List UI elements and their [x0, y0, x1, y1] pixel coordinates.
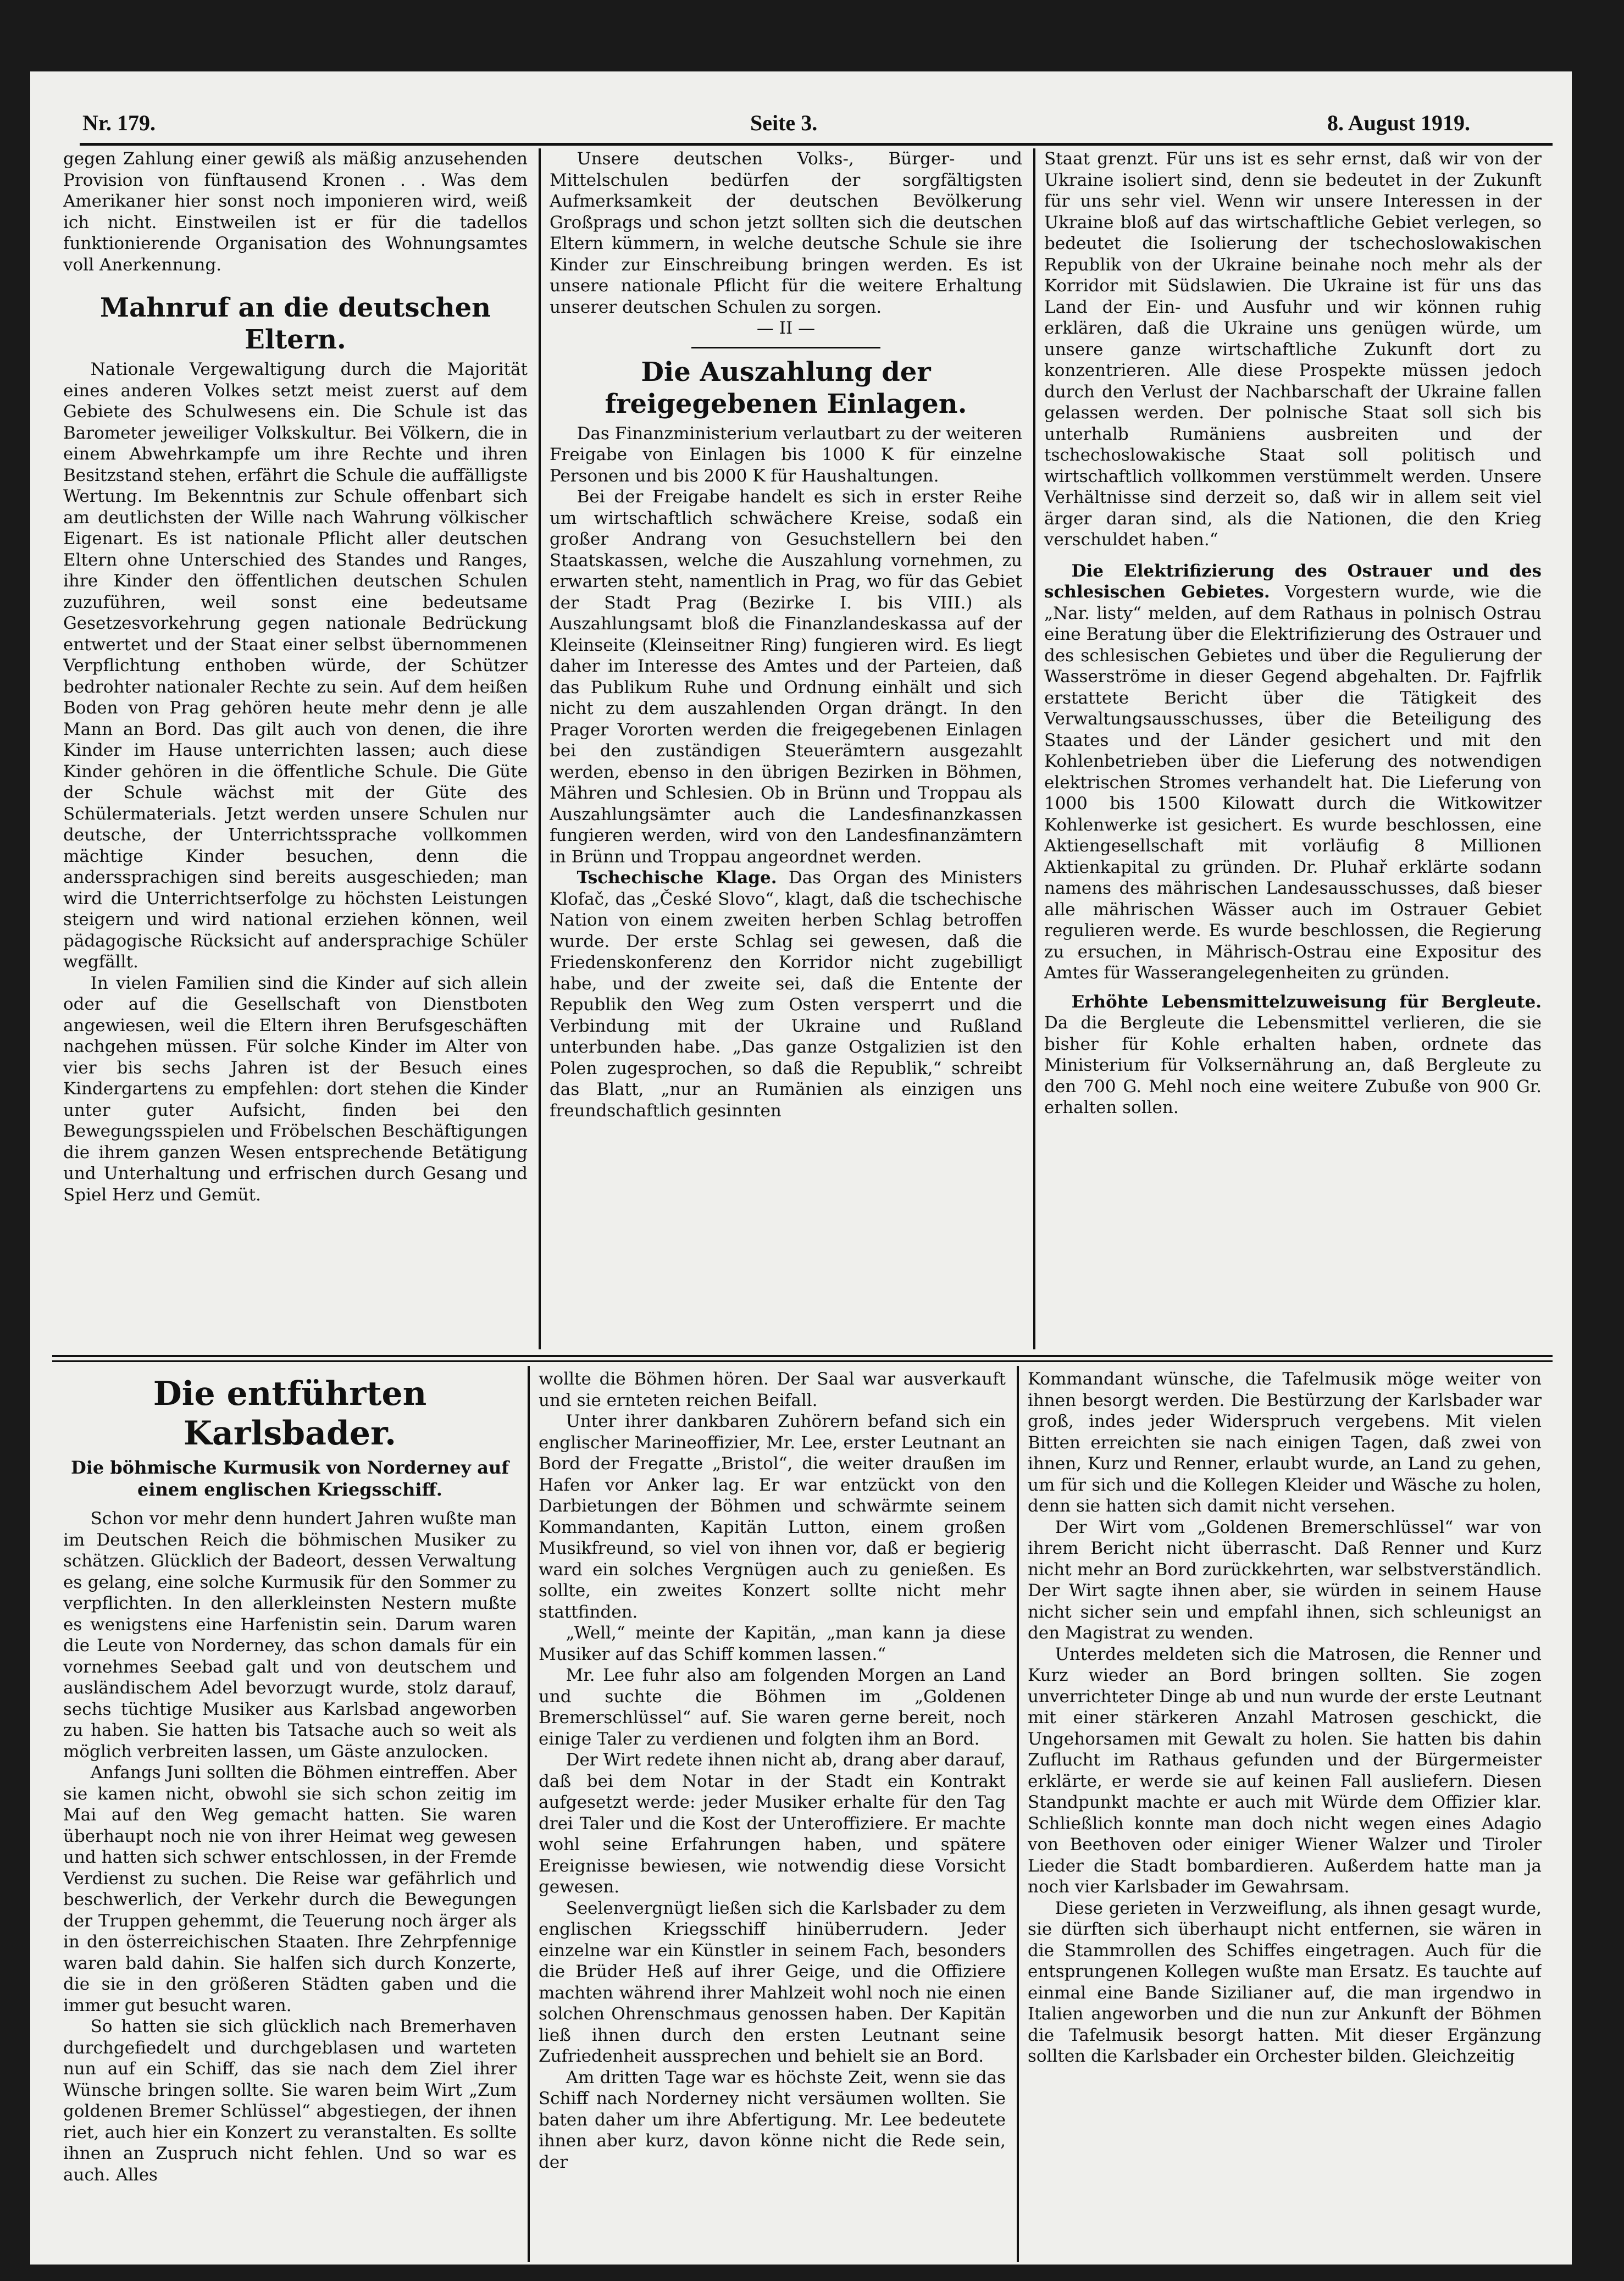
article-column	[1028, 1369, 1542, 2259]
paragraph: Das Finanzministerium verlautbart zu der weiteren Freigabe von Einlagen bis 1000 K für einzelne Personen und bis 2000 K für Haushaltungen.	[550, 423, 1022, 486]
paragraph: So hatten sie sich glücklich nach Bremerhaven durchgefiedelt und durchgeblasen und warteten nun auf ein Schiff, das sie nach dem Ziel ihrer Wünsche bringen sollte. Sie waren beim Wirt „Zum goldenen Bremer Schlüssel“ abgestiegen, der ihnen riet, auch hier ein Konzert zu veranstalten. Es sollte ihnen an Zuspruch nicht fehlen. Und so war es auch. Alles	[63, 2017, 517, 2185]
paragraph: Unter ihrer dankbaren Zuhörern befand sich ein englischer Marineoffizier, Mr. Lee, erster Leutnant an Bord der Fregatte „Bristol“, die weiter draußen im Hafen vor Anker lag. Er war entzückt von den Darbietungen der Böhmen und schwärmte seinem Kommandanten, Kapitän Lutton, einem großen Musikfreund, so viel von ihnen vor, daß er begierig ward ein solches Vergnügen auch zu genießen. Es sollte, ein zweites Konzert sollte nicht mehr stattfinden.	[539, 1411, 1006, 1622]
paragraph: Am dritten Tage war es höchste Zeit, wenn sie das Schiff nach Norderney nicht versäumen wollten. Sie baten daher um ihre Abfertigung. Mr. Lee bedeutete ihnen aber kurz, davon könne nicht die Rede sein, der	[539, 2067, 1006, 2172]
paragraph	[1044, 561, 1542, 984]
column-rule	[528, 1366, 530, 2262]
paragraph: Bei der Freigabe handelt es sich in erster Reihe um wirtschaftlich schwächere Kreise, sodaß ein großer Andrang von Gesuchstellern bei den Staatskassen, welche die Auszahlung vornehmen, zu erwarten steht, namentlich in Prag, wo für das Gebiet der Stadt Prag (Bezirke I. bis VIII.) als Auszahlungsamt bloß die Finanzlandeskassa auf der Kleinseite (Kleinseitner Ring) fungieren wird. Es liegt daher im Interesse des Amtes und der Parteien, daß das Publikum Ruhe und Ordnung einhält und sich nicht zu dem auszahlenden Organ drängt. In den Prager Vororten werden die freigegebenen Einlagen bei den zuständigen Steuerämtern ausgezahlt werden, ebenso in den übrigen Bezirken in Böhmen, Mähren und Schlesien. Ob in Brünn und Troppau als Auszahlungsämter auch die Landesfinanzkassen fungieren werden, wird von den Landesfinanzämtern in Brünn und Troppau angeordnet werden.	[550, 487, 1022, 867]
paragraph: wollte die Böhmen hören. Der Saal war ausverkauft und sie ernteten reichen Beifall.	[539, 1369, 1006, 1410]
header-rule	[80, 143, 1553, 146]
divider	[691, 347, 880, 348]
paragraph: Der Wirt vom „Goldenen Bremerschlüssel“ war von ihrem Bericht nicht überrascht. Daß Renner und Kurz nicht mehr an Bord zurückkehrten, war selbstverständlich. Der Wirt sagte ihnen aber, sie würden in seinem Hause nicht sicher sein und empfahl ihnen, sich schleunigst an den Magistrat zu wenden.	[1028, 1517, 1542, 1643]
paragraph: Anfangs Juni sollten die Böhmen eintreffen. Aber sie kamen nicht, obwohl sie sich schon zeitig im Mai auf den Weg gemacht hatten. Sie waren überhaupt noch nie von ihrer Heimat weg gewesen und hatten sich schwer entschlossen, in der Fremde Verdienst zu suchen. Die Reise war gefährlich und beschwerlich, der Verkehr durch die Bewegungen der Truppen gehemmt, die Teuerung noch ärger als in den österreichischen Staaten. Ihre Zehrpfennige waren bald dahin. Sie halfen sich durch Konzerte, die sie in den größeren Städten gaben und die immer gut besucht waren.	[63, 1763, 517, 2016]
article-column	[63, 148, 528, 1347]
paragraph: Schon vor mehr denn hundert Jahren wußte man im Deutschen Reich die böhmischen Musiker zu schätzen. Glücklich der Badeort, dessen Verwaltung es gelang, eine solche Kurmusik für den Sommer zu verpflichten. In den allerkleinsten Nestern mußte es wenigstens eine Harfenistin sein. Darum waren die Leute von Norderney, das schon damals für ein vornehmes Seebad galt und von deutschem und ausländischem Adel bevorzugt wurde, stolz darauf, sechs tüchtige Musiker aus Karlsbad angeworben zu haben. Sie hatten bis Tatsache auch so weit als möglich verbreiten lassen, um Gäste anzulocken.	[63, 1509, 517, 1762]
article-headline: Die Auszahlung der freigegebenen Einlagen.	[605, 356, 967, 419]
paragraph: In vielen Familien sind die Kinder auf sich allein oder auf die Gesellschaft von Dienstboten angewiesen, weil die Eltern ihren Berufsgeschäften nachgehen müssen. Für solche Kinder im Alter von vier bis sechs Jahren ist der Besuch eines Kindergartens zu empfehlen: dort stehen die Kinder unter guter Aufsicht, finden bei den Bewegungsspielen und Fröbelschen Beschäftigungen die ihrem ganzen Wesen entsprechende Betätigung und Unterhaltung und erfrischen durch Gesang und Spiel Herz und Gemüt.	[63, 973, 528, 1205]
newspaper-page	[30, 71, 1572, 2265]
article-column	[1044, 148, 1542, 1347]
news-item-text: Vorgestern wurde, wie die „Nar. listy“ melden, auf dem Rathaus in polnisch Ostrau eine Beratung über die Elektrifizierung des Ostrauer und des schlesischen Gebietes und über die Regulierung der Wasserströme in dieser Gegend abgehalten. Dr. Fajfrlik erstattete Bericht über die Tätigkeit des Verwaltungsausschusses, über die Beteiligung des Staates und der Länder gesichert und mit den Kohlenbetrieben über die Lieferung des notwendigen elektrischen Stromes verhandelt hat. Die Lieferung von 1000 bis 1500 Kilowatt durch die Witkowitzer Kohlenwerke ist gesichert. Es wurde beschlossen, eine Aktiengesellschaft mit vorläufig 8 Millionen Aktienkapital zu gründen. Dr. Pluhař erklärte sodann namens des mährischen Landesausschusses, daß bieser alle mährischen Wässer auch im Ostrauer Gebiet regulieren werde. Es wurde beschlossen, die Regierung zu ersuchen, in Mährisch-Ostrau eine Expositur des Amtes für Wasserangelegenheiten zu gründen.	[1044, 582, 1542, 983]
page-number: Seite 3.	[750, 110, 818, 135]
paragraph: Unterdes meldeten sich die Matrosen, die Renner und Kurz wieder an Bord bringen sollten. Sie zogen unverrichteter Dinge ab und nun wurde der erste Leutnant mit einer stärkeren Anzahl Matrosen geschickt, die Ungehorsamen mit Gewalt zu holen. Sie hatten bis dahin Zuflucht im Rathaus gefunden und der Bürgermeister erklärte, er werde sie auf keinen Fall ausliefern. Diesen Standpunkt machte er auch mit Würde dem Offizier klar. Schließlich konnte man doch nicht wegen eines Adagio von Beethoven oder einiger Wiener Walzer und Tiroler Lieder die Stadt bombardieren. Außerdem hatte man ja noch vier Karlsbader im Gewahrsam.	[1028, 1644, 1542, 1897]
section-divider	[52, 1355, 1553, 1357]
column-rule	[1017, 1366, 1019, 2262]
issue-number: Nr. 179.	[82, 110, 156, 135]
paragraph: „Well,“ meinte der Kapitän, „man kann ja diese Musiker auf das Schiff kommen lassen.“	[539, 1623, 1006, 1664]
paragraph: Nationale Vergewaltigung durch die Majorität eines anderen Volkes setzt meist zuerst auf dem Gebiete des Schulwesens ein. Die Schule ist das Barometer jeweiliger Volkskultur. Bei Völkern, die in einem Abwehrkampfe um ihre Rechte und ihren Besitzstand stehen, erfährt die Schule die auffälligste Wertung. Im Bekenntnis zur Schule offenbart sich am deutlichsten der Wille nach Wahrung völkischer Eigenart. Es ist nationale Pflicht aller deutschen Eltern ohne Unterschied des Standes und Ranges, ihre Kinder den öffentlichen deutschen Schulen zuzuführen, weil sonst eine bedeutsame Gesetzesvorkehrung gegen nationale Bedrückung entwertet und der Staat einer selbst übernommenen Verpflichtung enthoben würde, der Schützer bedrohter nationaler Rechte zu sein. Auf dem heißen Boden von Prag gehören heute mehr denn je alle Mann an Bord. Das gilt auch von denen, die ihre Kinder im Hause unterrichten lassen; auch diese Kinder gehören in die öffentliche Schule. Die Güte der Schule wächst mit der Güte des Schülermaterials. Jetzt werden unsere Schulen nur deutsche, der Unterrichtssprache vollkommen mächtige Kinder besuchen, denn die anderssprachigen sind bereits ausgeschieden; man wird die Unterrichtserfolge zu höchsten Leistungen steigern und wird national erziehen können, weil pädagogische Rücksicht auf andersprachige Schüler wegfällt.	[63, 359, 528, 972]
article-subtitle: Die böhmische Kurmusik von Norderney auf einem englischen Kriegsschiff.	[70, 1457, 509, 1500]
paragraph: Unsere deutschen Volks-, Bürger- und Mittelschulen bedürfen der sorgfältigsten Aufmerksamkeit der deutschen Bevölkerung Großprags und schon jetzt sollten sich die deutschen Eltern kümmern, in welche deutsche Schule sie ihre Kinder zur Einschreibung bringen werden. Es ist unsere nationale Pflicht für die weitere Erhaltung unserer deutschen Schulen zu sorgen.	[550, 149, 1022, 317]
news-item-lead: Erhöhte Lebensmittelzuweisung für Bergleute.	[1071, 992, 1542, 1012]
article-headline: Mahnruf an die deutschen Eltern.	[99, 292, 491, 355]
paragraph: Seelenvergnügt ließen sich die Karlsbader zu dem englischen Kriegsschiff hinüberrudern. Jeder einzelne war ein Künstler in seinem Fach, besonders die Brüder Heß auf ihrer Geige, und die Offiziere machten während ihrer Mahlzeit wohl noch nie einen solchen Ohrenschmaus genossen haben. Der Kapitän ließ ihnen durch den ersten Leutnant seine Zufriedenheit aussprechen und behielt sie an Bord.	[539, 1898, 1006, 2066]
column-rule	[1033, 148, 1035, 1349]
paragraph: Mr. Lee fuhr also am folgenden Morgen an Land und suchte die Böhmen im „Goldenen Bremerschlüssel“ auf. Sie waren gerne bereit, noch einige Taler zu verdienen und folgten ihm an Bord.	[539, 1665, 1006, 1749]
article-column	[539, 1369, 1006, 2259]
issue-date: 8. August 1919.	[1327, 110, 1471, 135]
section-divider	[52, 1360, 1553, 1362]
author-signature: — II —	[756, 318, 816, 338]
paragraph	[550, 867, 1022, 1121]
article-column	[550, 148, 1022, 1347]
news-item-text: Das Organ des Ministers Klofač, das „České Slovo“, klagt, daß die tschechische Nation von einem zweiten herben Schlag betroffen wurde. Der erste Schlag sei gewesen, daß die Friedenskonferenz den Korridor nicht zugebilligt habe, und der zweite sei, daß die Entente der Republik den Weg zum Osten versperrt und die Verbindung mit der Ukraine und Rußland unterbunden habe. „Das ganze Ostgalizien ist den Polen zugesprochen, so daß die Republik,“ schreibt das Blatt, „nur an Rumänien als einzigen uns freundschaftlich gesinnten	[550, 868, 1022, 1121]
news-item-text: Da die Bergleute die Lebensmittel verlieren, die sie bisher für Kohle erhalten haben, ordnete das Ministerium für Volksernährung an, daß Bergleute zu den 700 G. Mehl noch eine weitere Zubuße von 900 Gr. erhalten sollen.	[1044, 1013, 1542, 1117]
news-item-lead: Tschechische Klage.	[577, 868, 777, 888]
paragraph: Kommandant wünsche, die Tafelmusik möge weiter von ihnen besorgt werden. Die Bestürzung der Karlsbader war groß, indes jeder Widerspruch vergebens. Mit vielen Bitten erreichten sie nach einigen Tagen, daß zwei von ihnen, Kurz und Renner, erlaubt wurde, an Land zu gehen, um für sich und die Kollegen Kleider und Wäsche zu holen, denn sie hatten sich damit nicht versehen.	[1028, 1369, 1542, 1516]
paragraph: Diese gerieten in Verzweiflung, als ihnen gesagt wurde, sie dürften sich überhaupt nicht entfernen, sie wären in die Stammrollen des Schiffes eingetragen. Auch für die entsprungenen Kollegen wußte man Ersatz. Es tauchte auf einmal eine Bande Sizilianer auf, die man irgendwo in Italien angeworben und die nun zur Ankunft der Böhmen die Tafelmusik besorgt hatten. Mit dieser Ergänzung sollten die Karlsbader ein Orchester bilden. Gleichzeitig	[1028, 1898, 1542, 2066]
article-headline: Die entführten Karlsbader.	[153, 1375, 427, 1453]
article-column	[63, 1369, 517, 2259]
column-rule	[539, 148, 541, 1349]
news-item-lead: Die Elektrifizierung des Ostrauer und des schlesischen Gebietes.	[1044, 561, 1542, 602]
paragraph	[1044, 992, 1542, 1119]
paragraph: Der Wirt redete ihnen nicht ab, drang aber darauf, daß bei dem Notar in der Stadt ein Kontrakt aufgesetzt werde: jeder Musiker erhalte für den Tag drei Taler und die Kost der Unteroffiziere. Er machte wohl seine Erfahrungen haben, und spätere Ereignisse bewiesen, wie notwendig diese Vorsicht gewesen.	[539, 1750, 1006, 1897]
paragraph: Staat grenzt. Für uns ist es sehr ernst, daß wir von der Ukraine isoliert sind, denn sie bedeutet in der Zukunft für uns sehr viel. Wenn wir unsere Interessen in der Ukraine bloß auf das wirtschaftliche Gebiet verlegen, so bedeutet die Isolierung der tschechoslowakischen Republik von der Ukraine beinahe noch mehr als der Korridor mit Südslawien. Die Ukraine ist für uns das Land der Ein- und Ausfuhr und wir können ruhig erklären, daß die Ukraine uns genügen würde, um unsere ganze wirtschaftliche Zukunft dort zu konzentrieren. Alle diese Prospekte müssen jedoch durch den Verlust der Nachbarschaft der Ukraine fallen gelassen werden. Der polnische Staat soll sich bis unterhalb Rumäniens ausbreiten und der tschechoslowakische Staat soll politisch und wirtschaftlich vollkommen verstümmelt werden. Unsere Verhältnisse sind derzeit so, daß wir in allem seit viel ärger daran sind, als die Nationen, die den Krieg verschuldet haben.“	[1044, 149, 1542, 550]
paragraph: gegen Zahlung einer gewiß als mäßig anzusehenden Provision von fünftausend Kronen . . Was dem Amerikaner hier sonst noch imponieren wird, weiß ich nicht. Einstweilen ist er für die tadellos funktionierende Organisation des Wohnungsamtes voll Anerkennung.	[63, 149, 528, 275]
